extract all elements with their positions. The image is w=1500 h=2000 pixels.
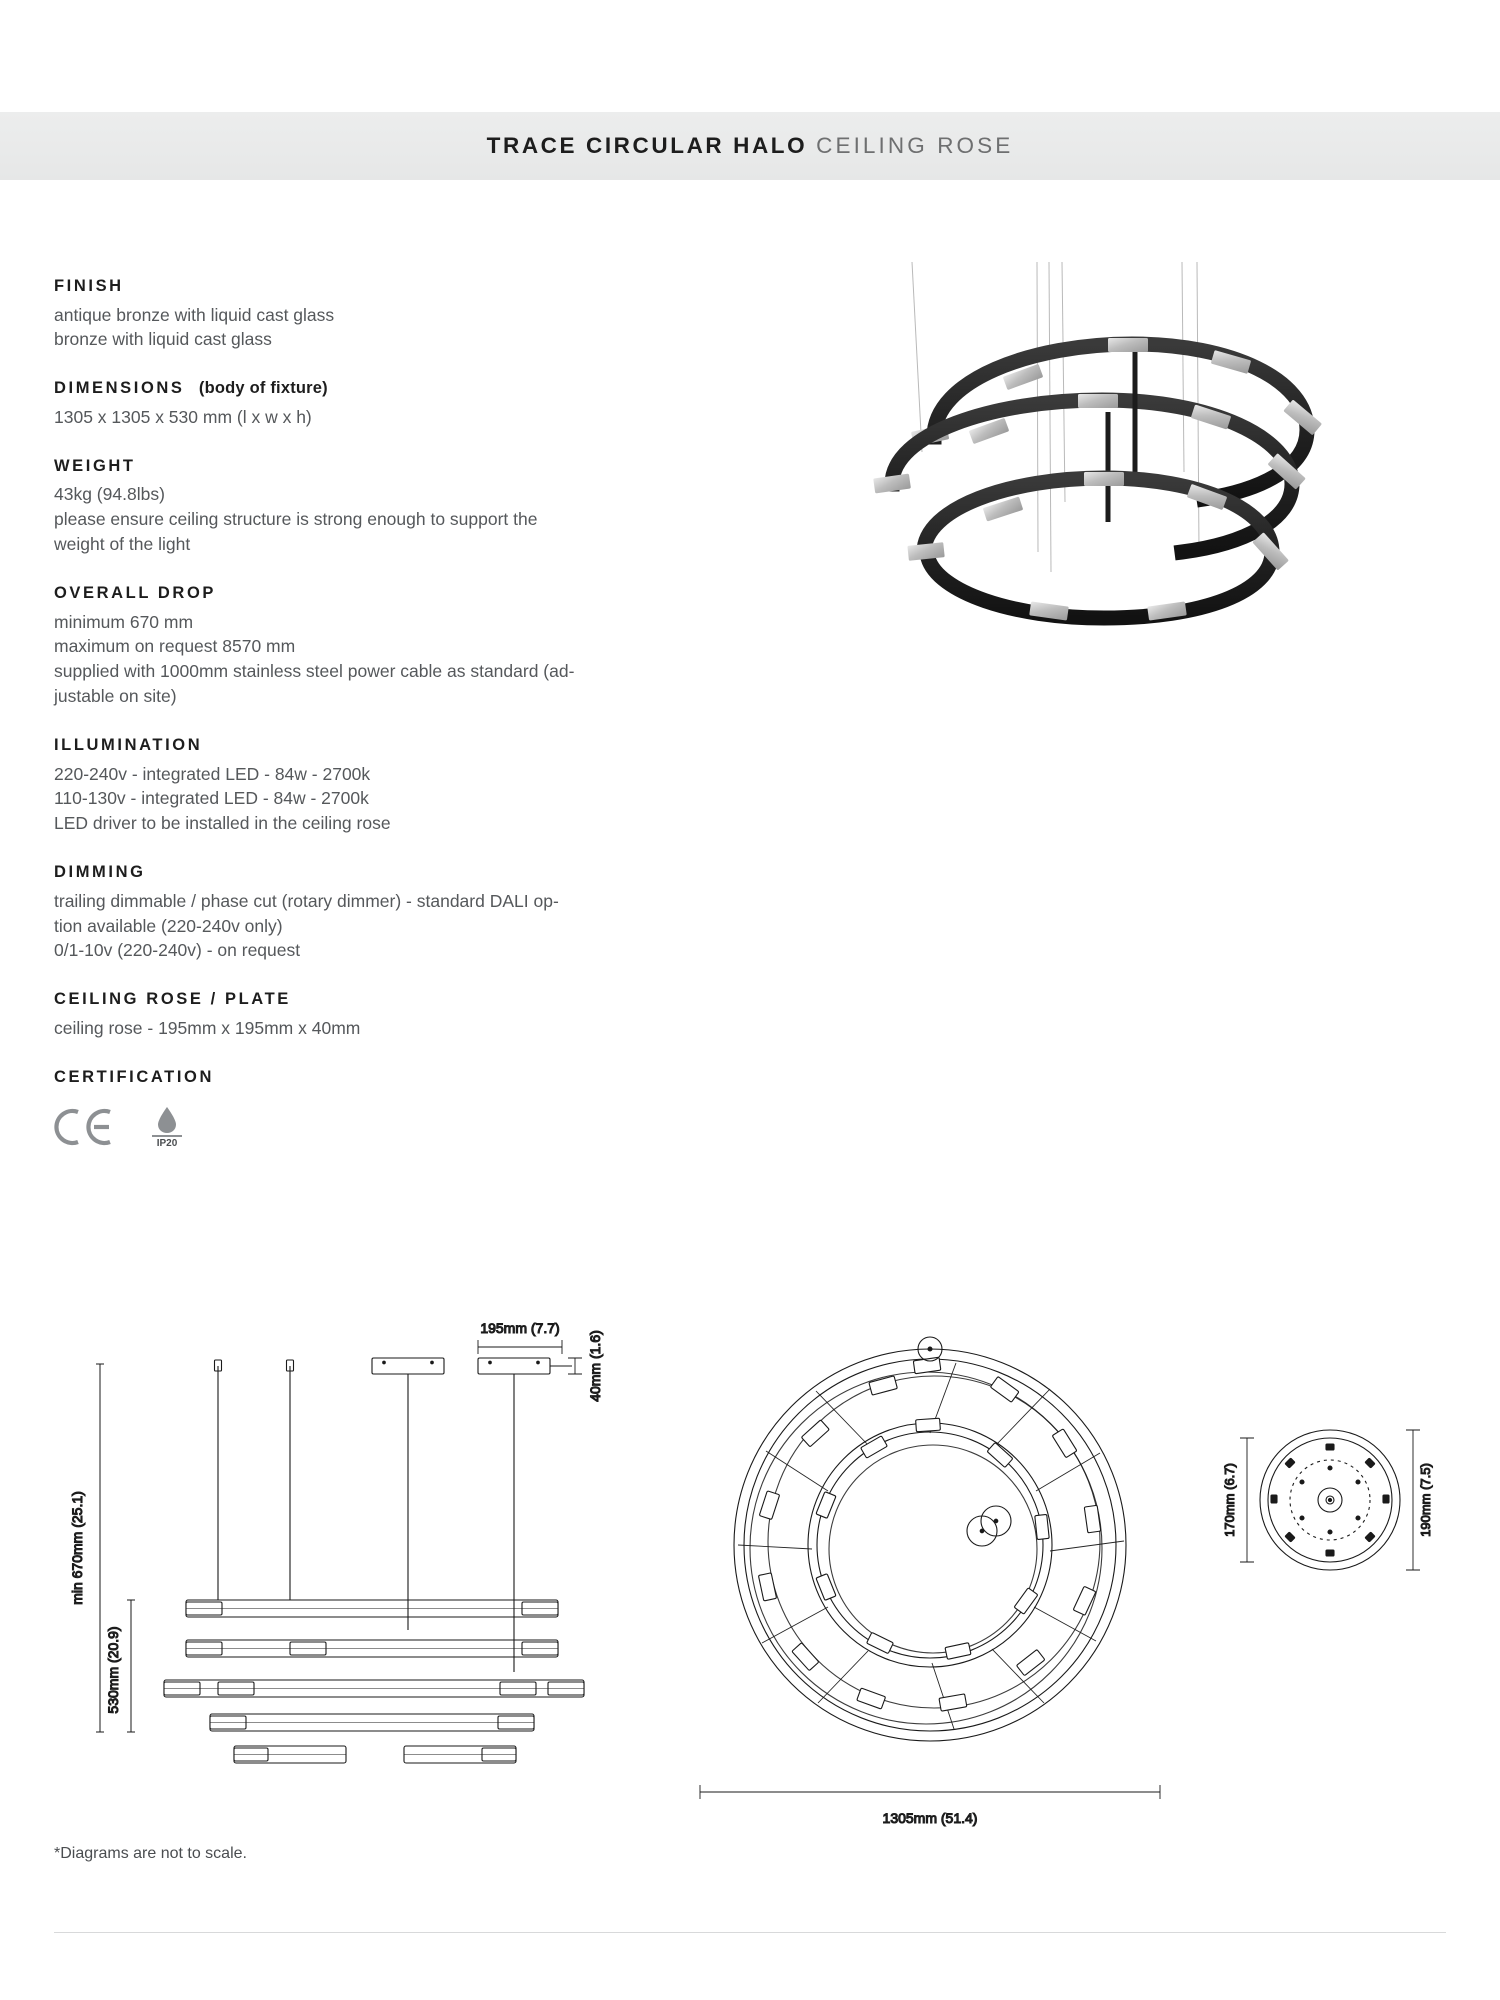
spec-section-certification: [54, 1067, 754, 1148]
spec-text: tion available (220-240v only): [54, 915, 283, 936]
spec-text: please ensure ceiling structure is strong enough to support the: [54, 509, 538, 530]
ip-rating-icon: [144, 1103, 190, 1147]
spec-text: 0/1-10v (220-240v) - on request: [54, 940, 301, 961]
elevation-body-height-label: 530mm (20.9): [105, 1626, 121, 1714]
product-image-svg: [852, 252, 1412, 682]
spec-section-ceiling-rose: [54, 989, 754, 1040]
spec-heading-finish: FINISH: [54, 277, 124, 295]
spec-section-illumination: [54, 735, 754, 836]
spec-section-weight: [54, 456, 754, 557]
ip-rating-label: IP20: [156, 1138, 178, 1148]
plan-view-drawing: [700, 1337, 1160, 1826]
spec-text: minimum 670 mm: [54, 611, 194, 632]
spec-heading-illumination: ILLUMINATION: [54, 735, 203, 754]
page-title: [486, 132, 1014, 158]
spec-heading-dimensions: [54, 378, 754, 399]
spec-text: justable on site): [54, 686, 177, 707]
rose-outer-dimension-label: 190mm (7.5): [1418, 1463, 1433, 1537]
spec-text: bronze with liquid cast glass: [54, 329, 272, 350]
technical-drawings: [0, 1300, 1500, 1900]
spec-text: LED driver to be installed in the ceiling rose: [54, 813, 391, 834]
certification-marks: [54, 1101, 754, 1147]
spec-section-finish: [54, 276, 754, 352]
rose-width-label: 195mm (7.7): [480, 1320, 560, 1336]
elevation-drop-label: min 670mm (25.1): [69, 1491, 85, 1605]
spec-section-dimming: [54, 862, 754, 963]
spec-text: trailing dimmable / phase cut (rotary dimmer) - standard DALI op-: [54, 890, 559, 911]
plan-diameter-label: 1305mm (51.4): [882, 1810, 978, 1826]
spec-text: 43kg (94.8lbs): [54, 484, 165, 505]
spec-heading-ceiling-rose: CEILING ROSE / PLATE: [54, 990, 291, 1009]
diagram-scale-note: *Diagrams are not to scale.: [54, 1845, 247, 1862]
ceiling-rose-detail: [1222, 1430, 1433, 1570]
elevation-drawing: [69, 1320, 603, 1763]
ce-mark-icon: [54, 1107, 116, 1147]
spec-heading-overall-drop: OVERALL DROP: [54, 583, 216, 602]
spec-text: ceiling rose - 195mm x 195mm x 40mm: [54, 1017, 361, 1038]
spec-text: 1305 x 1305 x 530 mm (l x w x h): [54, 406, 312, 427]
page-title-product: TRACE CIRCULAR HALO: [486, 132, 808, 158]
spec-text: weight of the light: [54, 534, 191, 555]
spec-text: antique bronze with liquid cast glass: [54, 304, 335, 325]
support-stems: [1108, 352, 1135, 522]
page-header-band: [0, 112, 1500, 180]
spec-text: 110-130v - integrated LED - 84w - 2700k: [54, 788, 369, 809]
spec-text: 220-240v - integrated LED - 84w - 2700k: [54, 763, 371, 784]
product-photograph: [852, 252, 1412, 682]
specifications-column: [54, 276, 754, 1147]
spec-heading-dimming: DIMMING: [54, 863, 146, 882]
spec-section-dimensions: [54, 378, 754, 429]
spec-section-overall-drop: [54, 583, 754, 709]
rose-inner-dimension-label: 170mm (6.7): [1222, 1463, 1237, 1537]
rose-depth-label: 40mm (1.6): [587, 1330, 603, 1402]
spec-heading-certification: CERTIFICATION: [54, 1067, 214, 1086]
spec-text: supplied with 1000mm stainless steel power cable as standard (ad-: [54, 661, 575, 682]
spec-text: maximum on request 8570 mm: [54, 636, 296, 657]
page-title-variant: CEILING ROSE: [816, 132, 1014, 158]
spec-heading-weight: WEIGHT: [54, 456, 136, 475]
drawings-svg: [0, 1300, 1500, 1900]
spec-heading-dimensions-suffix: (body of fixture): [198, 379, 328, 398]
footer-divider: [54, 1932, 1446, 1933]
spec-heading-dimensions-main: DIMENSIONS: [54, 379, 185, 398]
